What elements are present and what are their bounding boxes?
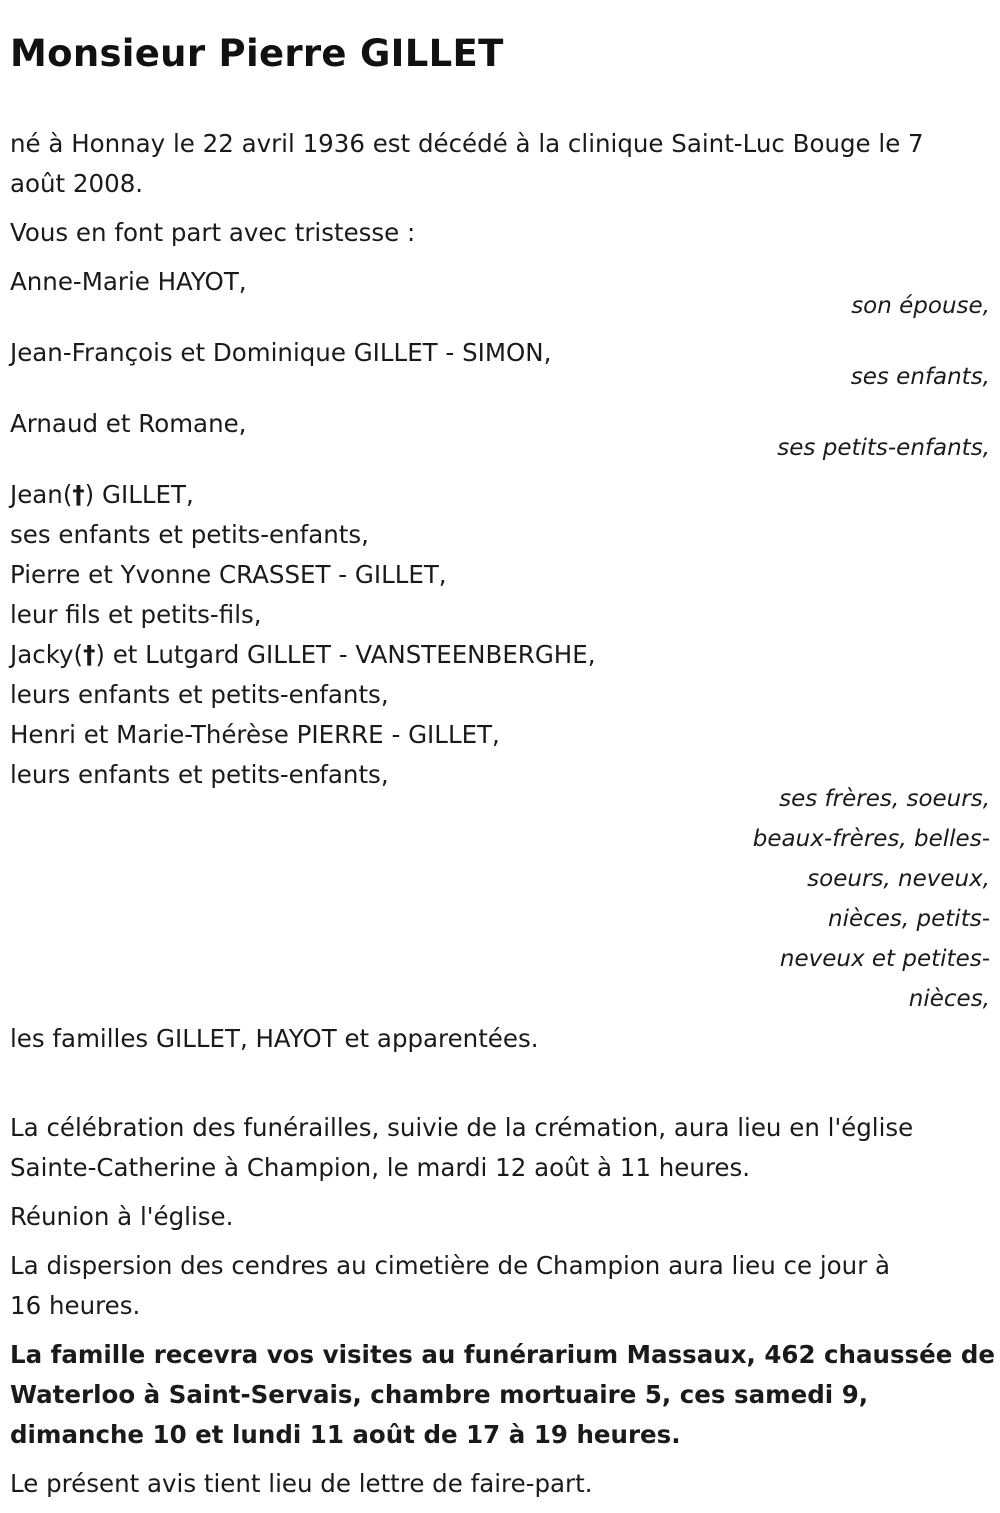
relation-line: beaux-frères, belles-	[752, 826, 990, 852]
visits-line: dimanche 10 et lundi 11 août de 17 à 19 heures.	[10, 1420, 681, 1449]
family-name: Jean-François et Dominique GILLET - SIMON,	[10, 338, 552, 367]
sibling-line: ses enfants et petits-enfants,	[10, 520, 369, 549]
family-relation: son épouse,	[851, 293, 990, 319]
announce-text: Vous en font part avec tristesse :	[10, 218, 416, 247]
family-entry	[10, 262, 990, 326]
sibling-line: Henri et Marie-Thérèse PIERRE - GILLET,	[10, 720, 500, 749]
dispersion-line: La dispersion des cendres au cimetière de Champion aura lieu ce jour à	[10, 1251, 891, 1280]
relation-line: nièces,	[908, 986, 990, 1012]
closing-text: Le présent avis tient lieu de lettre de faire-part.	[10, 1469, 593, 1498]
family-name: Arnaud et Romane,	[10, 409, 247, 438]
family-entry	[10, 333, 990, 397]
sibling-line: leurs enfants et petits-enfants,	[10, 680, 389, 709]
visits-line: Waterloo à Saint-Servais, chambre mortuaire 5, ces samedi 9,	[10, 1380, 869, 1409]
sibling-line: leurs enfants et petits-enfants,	[10, 760, 389, 789]
ceremony-line: Sainte-Catherine à Champion, le mardi 12 août à 11 heures.	[10, 1153, 751, 1182]
relation-line: soeurs, neveux,	[807, 866, 990, 892]
intro-paragraph	[10, 124, 990, 204]
sibling-line: Pierre et Yvonne CRASSET - GILLET,	[10, 560, 447, 589]
family-name: Anne-Marie HAYOT,	[10, 267, 247, 296]
relation-line: ses frères, soeurs,	[779, 786, 990, 812]
intro-line: né à Honnay le 22 avril 1936 est décédé à la clinique Saint-Luc Bouge le 7	[10, 129, 924, 158]
sibling-line: Jean(†) GILLET,	[10, 480, 194, 509]
cross-symbol: †	[72, 480, 85, 509]
dispersion-line: 16 heures.	[10, 1291, 141, 1320]
visits-paragraph	[10, 1335, 996, 1455]
ceremony-paragraph	[10, 1108, 990, 1188]
sibling-line: leur fils et petits-fils,	[10, 600, 262, 629]
meeting-text: Réunion à l'église.	[10, 1202, 234, 1231]
family-entry	[10, 404, 990, 468]
family-relation: ses enfants,	[850, 364, 990, 390]
siblings-block	[10, 475, 990, 1019]
relation-line: neveux et petites-	[779, 946, 990, 972]
obituary-content	[10, 124, 996, 1513]
family-relation: ses petits-enfants,	[777, 435, 990, 461]
ceremony-line: La célébration des funérailles, suivie de la crémation, aura lieu en l'église	[10, 1113, 914, 1142]
families-text: les familles GILLET, HAYOT et apparentées.	[10, 1024, 539, 1053]
siblings-relation	[740, 779, 990, 1019]
intro-line: août 2008.	[10, 169, 144, 198]
dispersion-paragraph	[10, 1246, 990, 1326]
visits-line: La famille recevra vos visites au funérarium Massaux, 462 chaussée de	[10, 1340, 996, 1369]
sibling-line: Jacky(†) et Lutgard GILLET - VANSTEENBERGHE,	[10, 640, 596, 669]
cross-symbol: †	[83, 640, 96, 669]
page-title: Monsieur Pierre GILLET	[10, 32, 504, 75]
section-spacer	[10, 1068, 990, 1108]
relation-line: nièces, petits-	[828, 906, 990, 932]
